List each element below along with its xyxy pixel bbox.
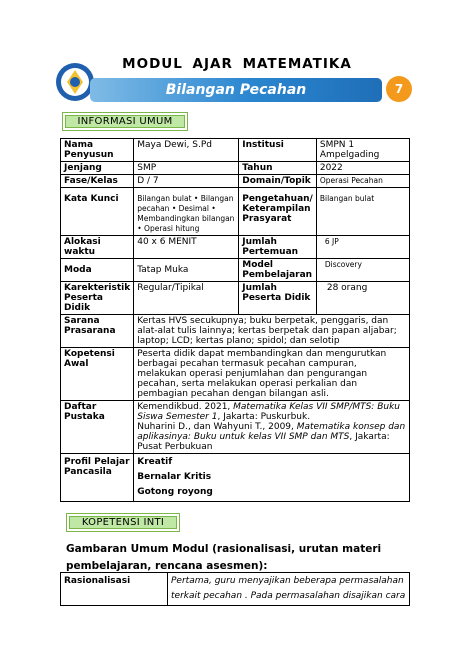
section-informasi-umum-label: INFORMASI UMUM (65, 115, 185, 128)
pustaka-entry (137, 422, 406, 452)
kata-kunci-value: Bilangan bulat • Bilangan pecahan • Desimal • Membandingkan bilangan • Operasi hitung (134, 188, 239, 236)
pustaka-1-publisher: , Jakarta: Puskurbuk. (217, 412, 311, 422)
kopetensi-awal-label: Kopetensi Awal (61, 348, 134, 401)
module-number-badge: 7 (386, 76, 412, 102)
jumlah-peserta-label: Jumlah Peserta Didik (239, 282, 317, 315)
jumlah-pertemuan-label: Jumlah Pertemuan (239, 236, 317, 259)
jenjang-value: SMP (134, 162, 239, 175)
pustaka-2-title: Matematika konsep dan aplikasinya: Buku untuk kelas VII SMP dan MTS (137, 422, 406, 442)
table-row (61, 454, 410, 502)
fase-label: Fase/Kelas (61, 175, 134, 188)
section-kompetensi-inti-label: KOPETENSI INTI (69, 516, 177, 529)
table-row (61, 175, 410, 188)
tahun-value: 2022 (316, 162, 409, 175)
section-kompetensi-inti (66, 513, 180, 532)
fase-value: D / 7 (134, 175, 239, 188)
alokasi-label: Alokasi waktu (61, 236, 134, 259)
daftar-pustaka-value (134, 401, 410, 454)
moda-value: Tatap Muka (134, 259, 239, 282)
rasionalisasi-table (60, 572, 410, 606)
jenjang-label: Jenjang (61, 162, 134, 175)
model-label: Model Pembelajaran (239, 259, 317, 282)
sarana-label: Sarana Prasarana (61, 315, 134, 348)
karakteristik-label: Karekteristik Peserta Didik (61, 282, 134, 315)
pustaka-1-author: Kemendikbud. 2021, (137, 402, 234, 412)
jumlah-pertemuan-value: 6 JP (316, 236, 409, 259)
table-row (61, 573, 410, 606)
institusi-value: SMPN 1 Ampelgading (316, 139, 409, 162)
table-row (61, 315, 410, 348)
nama-penyusun-value: Maya Dewi, S.Pd (134, 139, 239, 162)
pustaka-2-publisher: , Jakarta: Pusat Perbukuan (137, 432, 390, 452)
model-value: Discovery (316, 259, 409, 282)
domain-value: Operasi Pecahan (316, 175, 409, 188)
pustaka-2-author: Nuharini D., dan Wahyuni T., 2009, (137, 422, 297, 432)
profil-value (134, 454, 410, 502)
nama-penyusun-label: Nama Penyusun (61, 139, 134, 162)
daftar-pustaka-label: Daftar Pustaka (61, 401, 134, 454)
kata-kunci-label: Kata Kunci (61, 188, 134, 236)
pengetahuan-label: Pengetahuan/ Keterampilan Prasyarat (239, 188, 317, 236)
table-row (61, 139, 410, 162)
domain-label: Domain/Topik (239, 175, 317, 188)
table-row (61, 282, 410, 315)
moda-label: Moda (61, 259, 134, 282)
table-row (61, 259, 410, 282)
page-title: MODUL AJAR MATEMATIKA (122, 56, 352, 72)
rasionalisasi-label: Rasionalisasi (61, 573, 168, 606)
alokasi-value: 40 x 6 MENIT (134, 236, 239, 259)
table-row (61, 401, 410, 454)
table-row (61, 236, 410, 259)
table-row (61, 348, 410, 401)
kopetensi-awal-value: Peserta didik dapat membandingkan dan mengurutkan berbagai pecahan termasuk pecahan campuran, melakukan operasi penjumlahan dan pengurangan pecahan, serta melakukan operasi perkalian dan pembagian pecahan dengan bilangan asli. (134, 348, 410, 401)
section-informasi-umum (62, 112, 188, 131)
institusi-label: Institusi (239, 139, 317, 162)
sarana-value: Kertas HVS secukupnya; buku berpetak, penggaris, dan alat-alat tulis lainnya; kertas berpetak dan papan aljabar; laptop; LCD; kertas plano; spidol; dan selotip (134, 315, 410, 348)
profil-item: Gotong royong (137, 487, 213, 497)
tahun-label: Tahun (239, 162, 317, 175)
pengetahuan-value: Bilangan bulat (316, 188, 409, 236)
profil-item: Bernalar Kritis (137, 472, 212, 482)
karakteristik-value: Regular/Tipikal (134, 282, 239, 315)
topic-banner: Bilangan Pecahan (90, 78, 382, 102)
pustaka-1-title: Matematika Kelas VII SMP/MTS: Buku Siswa Semester 1 (137, 402, 400, 422)
table-row (61, 162, 410, 175)
gambaran-umum-heading: Gambaran Umum Modul (rasionalisasi, urutan materi pembelajaran, rencana asesmen): (66, 543, 382, 572)
pustaka-entry (137, 402, 406, 422)
jumlah-peserta-value: 28 orang (316, 282, 409, 315)
table-row (61, 188, 410, 236)
rasionalisasi-value: Pertama, guru menyajikan beberapa permasalahan terkait pecahan . Pada permasalahan disajikan cara (168, 573, 410, 606)
informasi-umum-table (60, 138, 410, 502)
profil-item: Kreatif (137, 457, 173, 467)
profil-label: Profil Pelajar Pancasila (61, 454, 134, 502)
